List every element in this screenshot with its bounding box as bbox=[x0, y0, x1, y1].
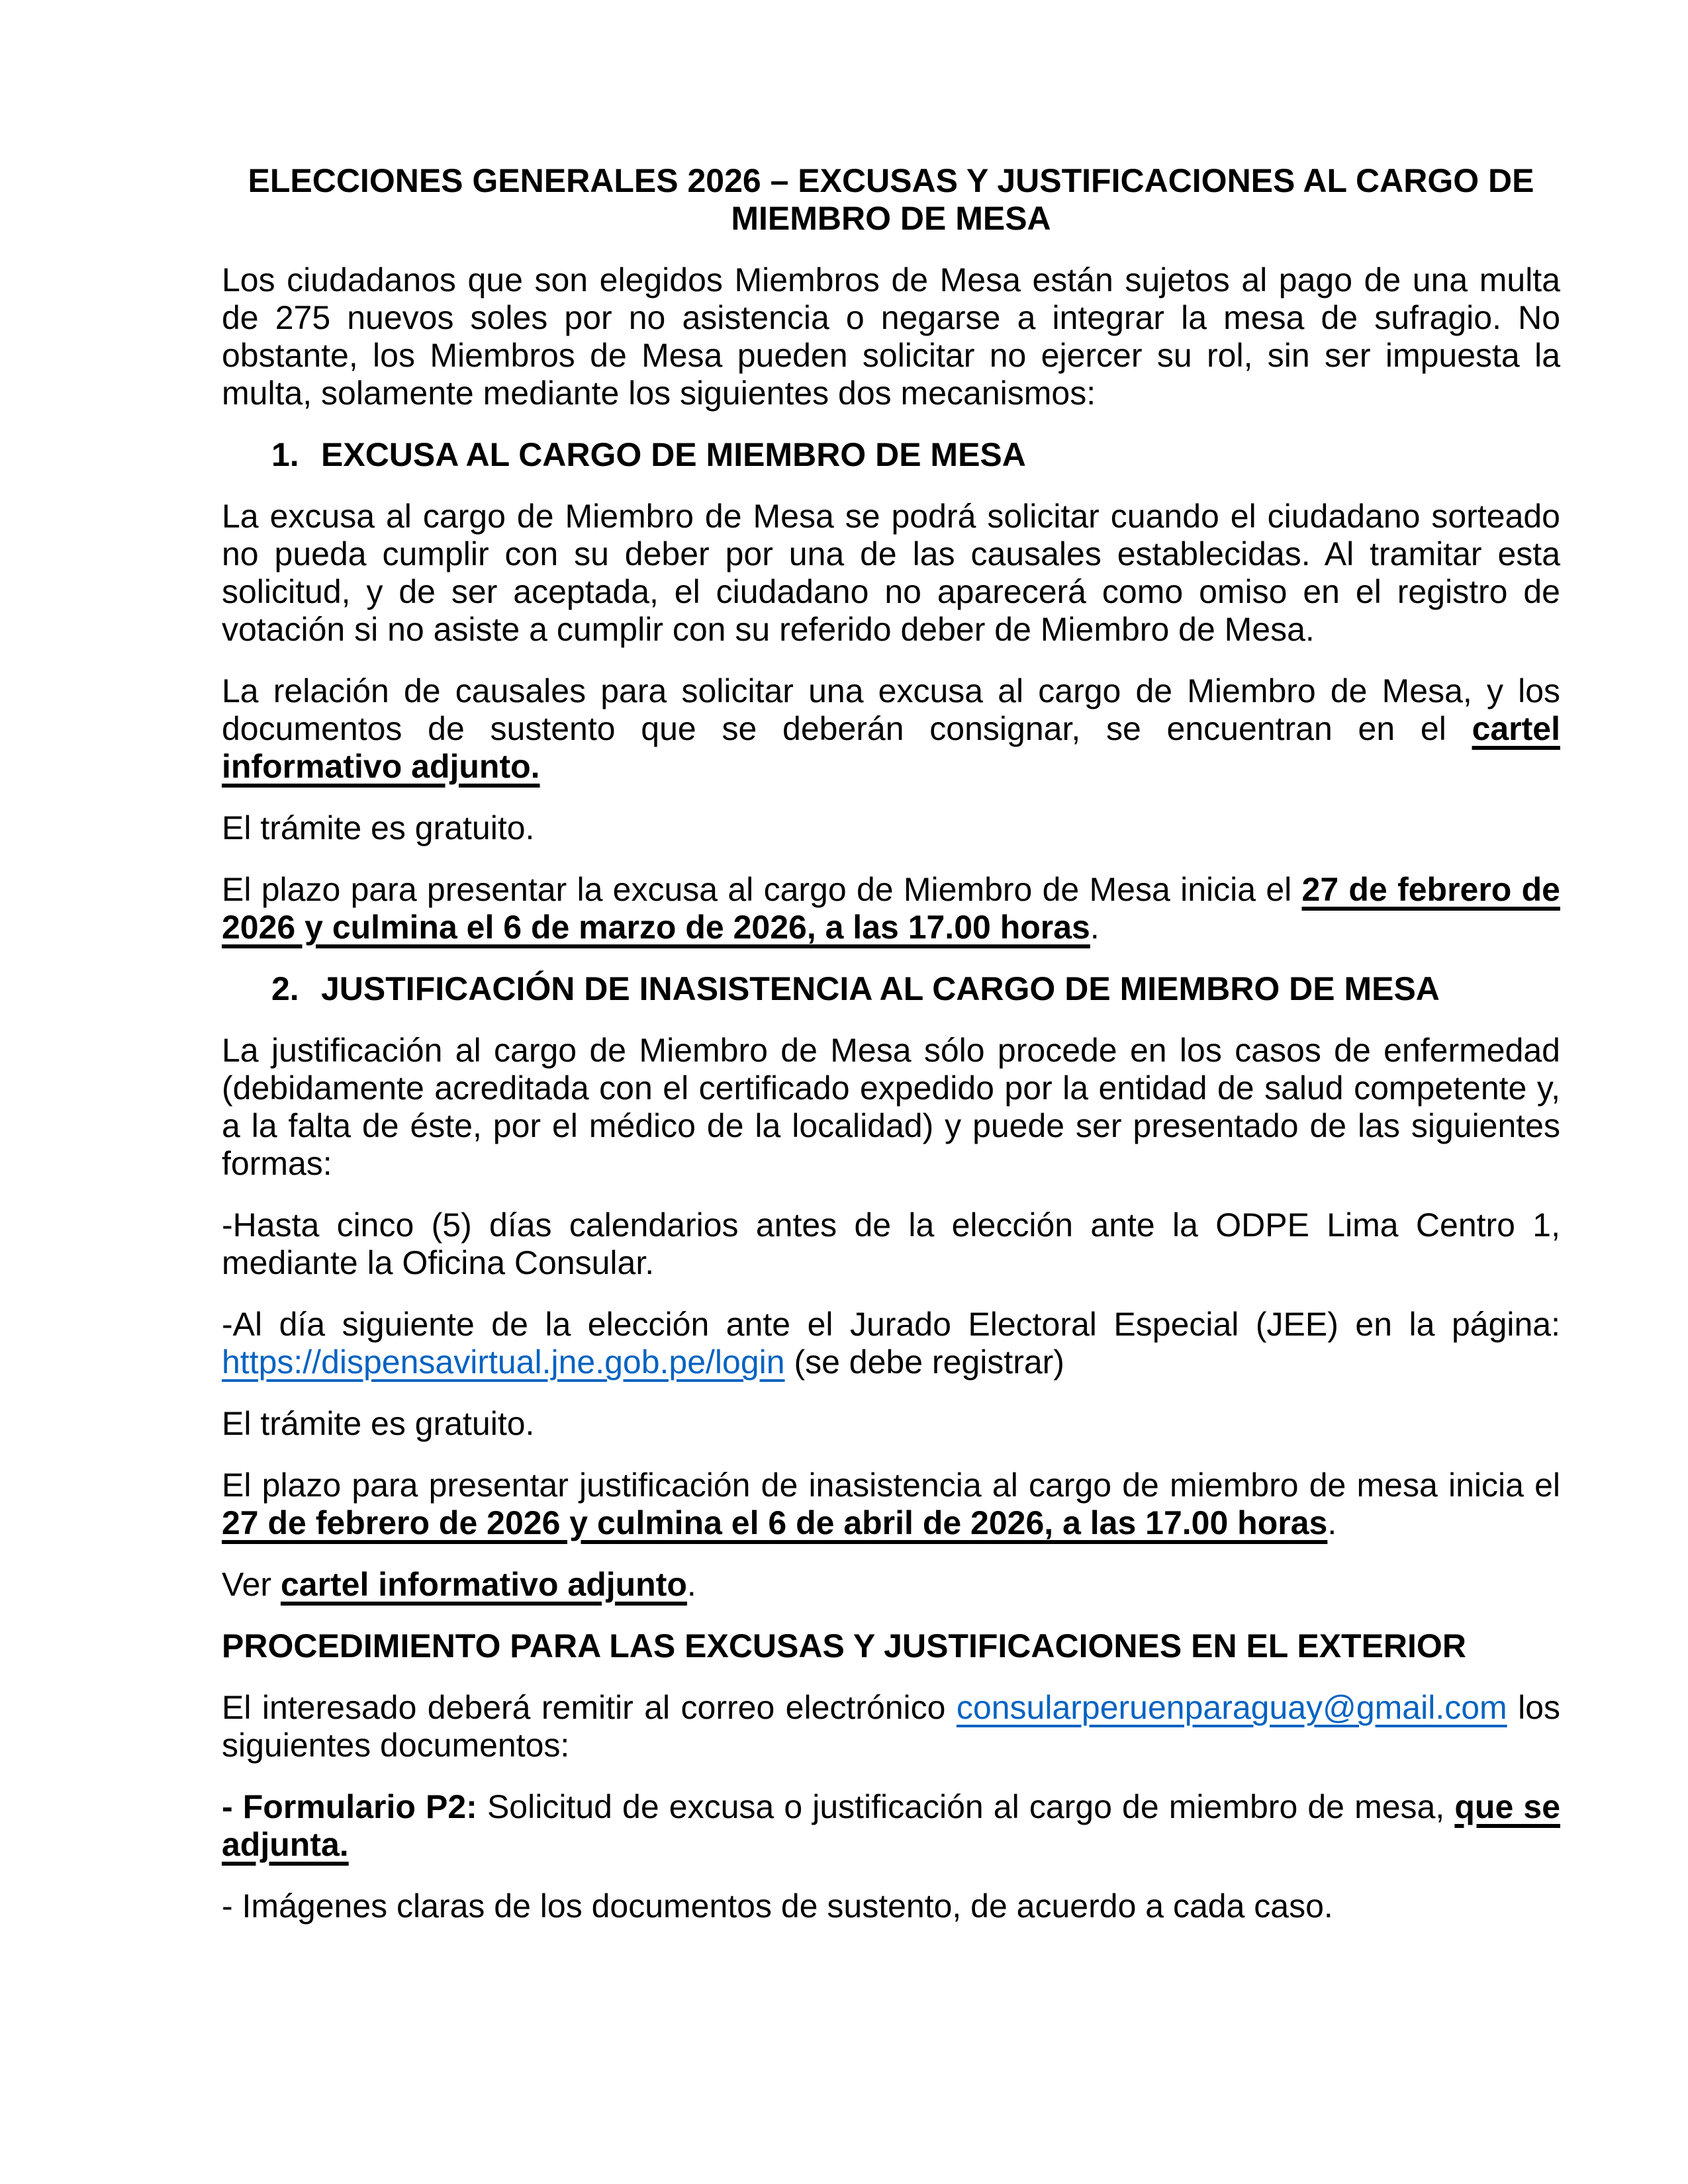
text-run: (se debe registrar) bbox=[784, 1343, 1064, 1381]
text-run: El trámite es gratuito. bbox=[222, 809, 535, 846]
text-run: - Formulario P2: bbox=[222, 1788, 477, 1825]
text-run: -Hasta cinco (5) días calendarios antes de la elección ante la ODPE Lima Centro 1, mediante la Oficina Consular. bbox=[222, 1206, 1560, 1281]
causales-paragraph bbox=[222, 672, 1560, 786]
text-run: EXCUSA AL CARGO DE MIEMBRO DE MESA bbox=[321, 436, 1026, 473]
text-run: cartel informativo adjunto bbox=[280, 1566, 687, 1603]
see-cartel-paragraph bbox=[222, 1566, 1560, 1604]
text-run: . bbox=[1327, 1504, 1337, 1541]
text-run: JUSTIFICACIÓN DE INASISTENCIA AL CARGO DE MIEMBRO DE MESA bbox=[321, 970, 1440, 1007]
text-run: los siguientes documentos: bbox=[222, 1689, 1561, 1764]
text-run: La excusa al cargo de Miembro de Mesa se podrá solicitar cuando el ciudadano sorteado no pueda cumplir con su deber por una de las causales establecidas. Al tramitar esta solicitud, y de ser aceptada, el ciudadano no aparecerá como omiso en el registro de votación si no asiste a cumplir con su referido deber de Miembro de Mesa. bbox=[222, 498, 1560, 648]
text-run: El plazo para presentar la excusa al cargo de Miembro de Mesa inicia el bbox=[222, 871, 1302, 908]
document-content bbox=[222, 162, 1560, 1925]
heading-number: 1. bbox=[271, 436, 299, 473]
exterior-procedure-heading bbox=[222, 1627, 1560, 1665]
text-run: . bbox=[1090, 909, 1100, 946]
heading-number: 2. bbox=[271, 970, 299, 1007]
formulario-p2-paragraph bbox=[222, 1788, 1560, 1864]
justification-description-paragraph bbox=[222, 1032, 1560, 1183]
images-requirement-paragraph bbox=[222, 1888, 1560, 1925]
justification-option-2-paragraph bbox=[222, 1306, 1560, 1381]
justification-deadline-paragraph bbox=[222, 1467, 1560, 1542]
text-run: El plazo para presentar justificación de inasistencia al cargo de miembro de mesa inicia el bbox=[222, 1467, 1560, 1504]
text-run: 27 de febrero de 2026 y culmina el 6 de marzo de 2026, a las 17.00 horas bbox=[222, 871, 1560, 946]
text-run: PROCEDIMIENTO PARA LAS EXCUSAS Y JUSTIFICACIONES EN EL EXTERIOR bbox=[222, 1627, 1466, 1664]
text-run: 27 de febrero de 2026 y culmina el 6 de abril de 2026, a las 17.00 horas bbox=[222, 1504, 1328, 1541]
text-run: . bbox=[686, 1566, 696, 1603]
text-run: - Imágenes claras de los documentos de sustento, de acuerdo a cada caso. bbox=[222, 1888, 1333, 1925]
text-run: La relación de causales para solicitar una excusa al cargo de Miembro de Mesa, y los documentos de sustento que se deberán consignar, se encuentran en el bbox=[222, 672, 1560, 747]
text-run: El interesado deberá remitir al correo electrónico bbox=[222, 1689, 957, 1726]
email-link[interactable]: consularperuenparaguay@gmail.com bbox=[956, 1689, 1507, 1726]
email-instruction-paragraph bbox=[222, 1689, 1560, 1764]
text-run: El trámite es gratuito. bbox=[222, 1405, 535, 1442]
free-procedure-note-1 bbox=[222, 809, 1560, 847]
document-title bbox=[222, 162, 1560, 238]
justification-option-1-paragraph bbox=[222, 1206, 1560, 1282]
text-run: que se adjunta. bbox=[222, 1788, 1560, 1863]
text-run: ELECCIONES GENERALES 2026 – EXCUSAS Y JUSTIFICACIONES AL CARGO DE MIEMBRO DE MESA bbox=[248, 162, 1534, 237]
section-1-heading bbox=[222, 436, 1560, 474]
text-run: Los ciudadanos que son elegidos Miembros de Mesa están sujetos al pago de una multa de 275 nuevos soles por no asistencia o negarse a integrar la mesa de sufragio. No obstante, los Miembros de Mesa pueden solicitar no ejercer su rol, sin ser impuesta la multa, solamente mediante los siguientes dos mecanismos: bbox=[222, 261, 1560, 412]
text-run: -Al día siguiente de la elección ante el Jurado Electoral Especial (JEE) en la página: bbox=[222, 1306, 1560, 1343]
text-run: La justificación al cargo de Miembro de Mesa sólo procede en los casos de enfermedad (debidamente acreditada con el certificado expedido por la entidad de salud competente y, a la falta de éste, por el médico de la localidad) y puede ser presentado de las siguientes formas: bbox=[222, 1032, 1560, 1182]
excusa-description-paragraph bbox=[222, 498, 1560, 649]
text-run: Ver bbox=[222, 1566, 281, 1603]
text-run: cartel informativo adjunto. bbox=[222, 710, 1560, 785]
excusa-deadline-paragraph bbox=[222, 871, 1560, 946]
free-procedure-note-2 bbox=[222, 1405, 1560, 1443]
dispensavirtual-link[interactable]: https://dispensavirtual.jne.gob.pe/login bbox=[222, 1343, 785, 1381]
section-2-heading bbox=[222, 970, 1560, 1008]
intro-paragraph bbox=[222, 261, 1560, 412]
text-run: Solicitud de excusa o justificación al cargo de miembro de mesa, bbox=[477, 1788, 1455, 1825]
